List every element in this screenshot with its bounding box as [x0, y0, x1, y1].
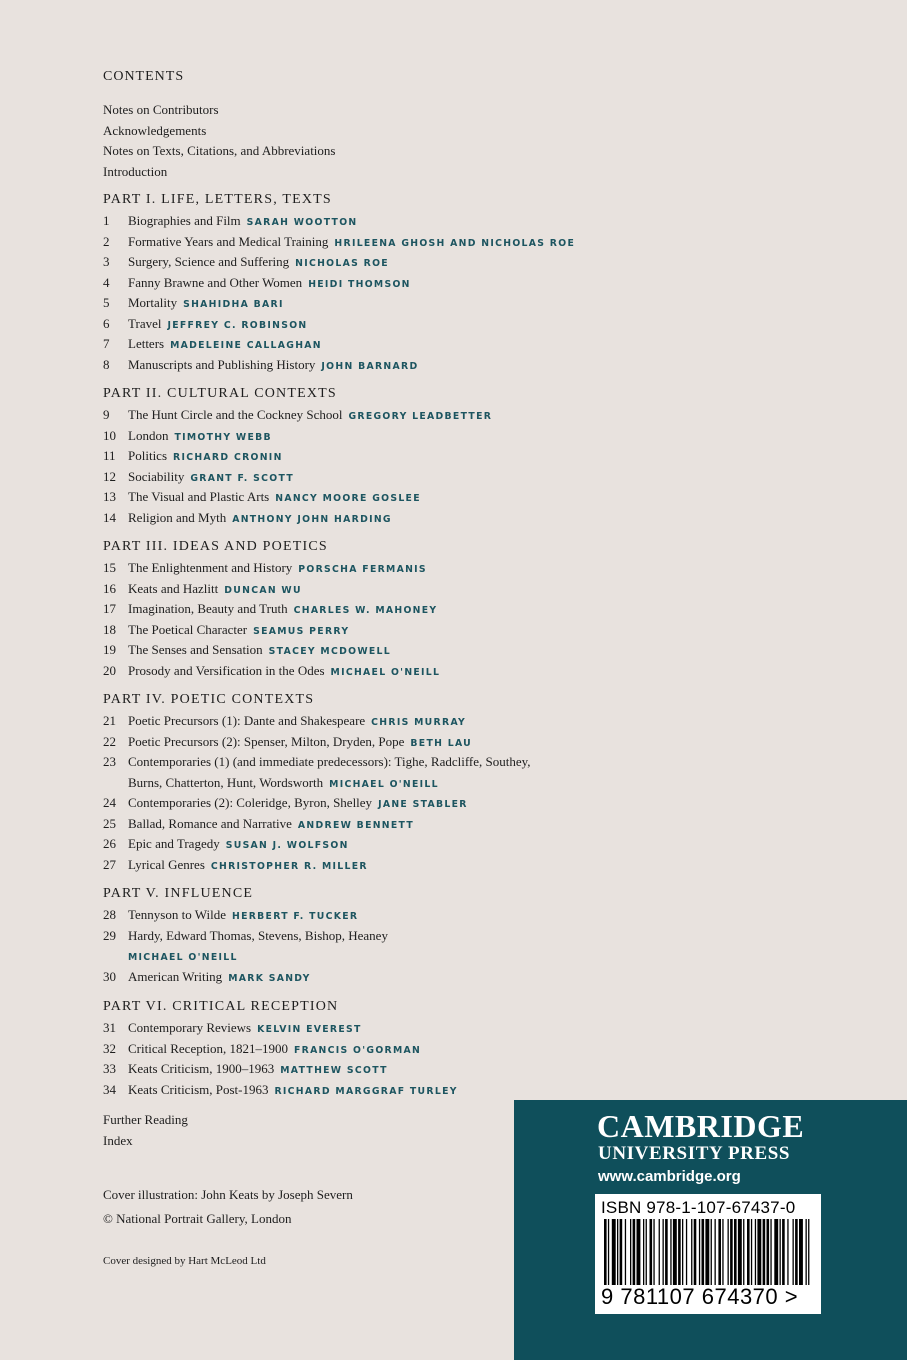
chapter-entry [103, 581, 302, 597]
chapter-author: MICHAEL O'NEILL [329, 778, 439, 790]
chapter-number: 11 [103, 448, 116, 463]
barcode-box [595, 1194, 821, 1314]
chapter-author: DUNCAN WU [224, 584, 302, 596]
copyright-line: © National Portrait Gallery, London [103, 1211, 292, 1226]
chapter-number: 24 [103, 795, 116, 810]
chapter-number: 10 [103, 427, 116, 443]
chapter-number: 14 [103, 509, 116, 525]
contents-heading: CONTENTS [103, 69, 185, 84]
part-heading: PART VI. CRITICAL RECEPTION [103, 999, 339, 1014]
chapter-author: HRILEENA GHOSH AND NICHOLAS ROE [334, 237, 576, 249]
chapter-title: Poetic Precursors (1): Dante and Shakespeare [128, 713, 366, 728]
chapter-title: Mortality [128, 295, 178, 310]
chapter-author: MICHAEL O'NEILL [330, 666, 441, 678]
chapter-author: HEIDI THOMSON [308, 278, 411, 290]
chapter-entry [103, 336, 322, 352]
chapter-number: 20 [103, 662, 116, 678]
chapter-title: Tennyson to Wilde [128, 907, 226, 922]
chapter-entry [103, 469, 294, 485]
chapter-title: Travel [128, 315, 162, 331]
chapter-number: 23 [103, 754, 116, 769]
chapter-entry [103, 795, 468, 811]
chapter-author: SHAHIDHA BARI [183, 299, 284, 310]
chapter-title: Letters [128, 336, 165, 351]
front-matter-item: Introduction [103, 163, 168, 179]
chapter-number: 28 [103, 907, 116, 922]
chapter-entry [103, 428, 272, 444]
cover-designer-credit: Cover designed by Hart McLeod Ltd [103, 1255, 266, 1267]
chapter-number: 9 [103, 407, 110, 422]
chapter-number: 22 [103, 733, 116, 749]
chapter-entry [103, 213, 357, 229]
part-heading: PART V. INFLUENCE [103, 886, 254, 901]
chapter-number: 21 [103, 713, 116, 728]
chapter-title: Contemporary Reviews [128, 1020, 252, 1035]
chapter-number: 30 [103, 968, 116, 984]
chapter-author: HERBERT F. TUCKER [231, 911, 359, 922]
chapter-title: Keats Criticism, Post-1963 [128, 1081, 269, 1097]
chapter-title: Prosody and Versification in the Odes [128, 662, 325, 678]
chapter-title: Manuscripts and Publishing History [128, 356, 316, 372]
chapter-title: Lyrical Genres [128, 856, 205, 872]
chapter-entry [103, 713, 466, 729]
chapter-title: The Hunt Circle and the Cockney School [128, 407, 343, 422]
chapter-title: Poetic Precursors (2): Spenser, Milton, Dryden, Pope [128, 733, 405, 749]
chapter-author: CHRISTOPHER R. MILLER [210, 860, 368, 872]
chapter-title: Keats Criticism, 1900–1963 [128, 1061, 275, 1076]
chapter-title: Ballad, Romance and Narrative [128, 815, 292, 831]
chapter-author: ANDREW BENNETT [297, 819, 415, 831]
chapter-number: 4 [103, 274, 110, 290]
chapter-number: 16 [103, 580, 116, 596]
chapter-number: 34 [103, 1081, 116, 1097]
chapter-number: 13 [103, 489, 116, 504]
chapter-title: London [128, 427, 169, 443]
front-matter-item: Acknowledgements [103, 122, 207, 138]
chapter-entry [103, 275, 411, 291]
chapter-author: ANTHONY JOHN HARDING [232, 513, 392, 525]
chapter-author: MADELEINE CALLAGHAN [170, 340, 322, 351]
chapter-title: Hardy, Edward Thomas, Stevens, Bishop, Heaney [128, 927, 388, 943]
chapter-author: NICHOLAS ROE [295, 258, 389, 269]
chapter-entry [103, 560, 427, 576]
chapter-number: 7 [103, 336, 110, 351]
chapter-title: Contemporaries (2): Coleridge, Byron, Shelley [128, 795, 373, 810]
chapter-number: 1 [103, 213, 110, 228]
chapter-entry [103, 1082, 458, 1098]
chapter-title: Fanny Brawne and Other Women [128, 274, 303, 290]
chapter-number: 19 [103, 642, 116, 657]
barcode-icon [600, 1219, 816, 1285]
chapter-entry [103, 1061, 388, 1077]
chapter-author: MARK SANDY [228, 972, 311, 984]
chapter-author: GRANT F. SCOTT [190, 472, 294, 484]
chapter-entry [103, 254, 389, 270]
chapter-author: BETH LAU [410, 737, 472, 749]
chapter-number: 18 [103, 621, 116, 637]
isbn-label: ISBN 978-1-107-67437-0 [601, 1198, 796, 1217]
front-matter-item: Notes on Contributors [103, 102, 219, 117]
back-matter-list [103, 1110, 188, 1151]
part-heading: PART II. CULTURAL CONTEXTS [103, 386, 337, 401]
front-matter-list [103, 100, 335, 182]
chapter-entry [103, 969, 311, 985]
chapter-entry [103, 510, 392, 526]
chapter-number: 32 [103, 1040, 116, 1056]
publisher-name: CAMBRIDGE [597, 1108, 805, 1144]
chapter-author: RICHARD MARGGRAF TURLEY [274, 1085, 458, 1097]
chapter-entry [103, 1020, 362, 1036]
chapter-entry [103, 316, 308, 332]
chapter-author: MICHAEL O'NEILL [128, 952, 238, 963]
chapter-entry [103, 448, 283, 464]
chapter-author: FRANCIS O'GORMAN [293, 1044, 422, 1056]
chapter-title: The Poetical Character [128, 621, 248, 637]
part-heading: PART III. IDEAS AND POETICS [103, 539, 328, 554]
chapter-title: The Enlightenment and History [128, 560, 293, 575]
publisher-url: www.cambridge.org [598, 1168, 741, 1185]
front-matter-item: Notes on Texts, Citations, and Abbreviations [103, 143, 336, 158]
chapter-number: 29 [103, 927, 116, 943]
chapter-entry [103, 642, 391, 658]
chapter-title: Sociability [128, 468, 185, 484]
chapter-entry [103, 295, 284, 311]
chapter-author: MATTHEW SCOTT [280, 1065, 388, 1076]
chapter-author: SARAH WOOTTON [246, 217, 358, 228]
chapter-title: Critical Reception, 1821–1900 [128, 1040, 288, 1056]
chapter-number: 12 [103, 468, 116, 484]
chapter-number: 17 [103, 601, 116, 616]
chapter-entry-continued [128, 775, 439, 791]
part-heading: PART IV. POETIC CONTEXTS [103, 692, 315, 707]
chapter-author: NANCY MOORE GOSLEE [275, 493, 421, 504]
chapter-author: JANE STABLER [378, 799, 468, 810]
chapter-author: GREGORY LEADBETTER [348, 411, 493, 422]
chapter-title: Imagination, Beauty and Truth [128, 601, 288, 616]
chapter-entry [103, 663, 440, 679]
publisher-panel [514, 1100, 907, 1360]
chapter-author: TIMOTHY WEBB [174, 431, 272, 443]
chapter-entry [103, 816, 414, 832]
chapter-entry [103, 622, 349, 638]
chapter-title: Politics [128, 448, 168, 463]
chapter-title: Surgery, Science and Suffering [128, 254, 290, 269]
chapter-entry-continued [122, 948, 238, 964]
chapter-entry [103, 754, 531, 770]
chapter-number: 3 [103, 254, 110, 269]
chapter-title: Biographies and Film [128, 213, 241, 228]
chapter-title: Formative Years and Medical Training [128, 233, 329, 249]
back-matter-item: Index [103, 1132, 133, 1148]
chapter-number: 31 [103, 1020, 116, 1035]
chapter-number: 33 [103, 1061, 116, 1076]
chapter-entry [103, 928, 388, 944]
chapter-title: Keats and Hazlitt [128, 580, 219, 596]
chapter-number: 5 [103, 295, 110, 310]
chapter-author: KELVIN EVEREST [257, 1024, 362, 1035]
barcode-digits: 9 781107 674370 > [601, 1284, 799, 1309]
chapter-title-continued: Burns, Chatterton, Hunt, Wordsworth [128, 774, 324, 790]
chapter-entry [103, 907, 358, 923]
chapter-number: 26 [103, 836, 116, 851]
chapter-number: 15 [103, 560, 116, 575]
chapter-author: SEAMUS PERRY [253, 625, 350, 637]
chapter-title: Epic and Tragedy [128, 836, 220, 851]
chapter-number: 2 [103, 233, 110, 249]
chapter-entry [103, 357, 418, 373]
chapter-number: 27 [103, 856, 116, 872]
chapter-entry [103, 1041, 421, 1057]
chapter-title: Contemporaries (1) (and immediate predecessors): Tighe, Radcliffe, Southey, [128, 754, 531, 769]
chapter-author: STACEY MCDOWELL [268, 646, 391, 657]
chapter-entry [103, 234, 575, 250]
chapter-author: CHARLES W. MAHONEY [293, 605, 438, 616]
chapter-number: 25 [103, 815, 116, 831]
chapter-title: American Writing [128, 968, 223, 984]
chapter-entry [103, 836, 349, 852]
chapter-number: 6 [103, 315, 110, 331]
chapter-entry [103, 734, 472, 750]
chapter-number: 8 [103, 356, 110, 372]
publisher-press: UNIVERSITY PRESS [598, 1143, 791, 1164]
chapter-author: JEFFREY C. ROBINSON [167, 319, 308, 331]
chapter-title: The Senses and Sensation [128, 642, 263, 657]
chapter-title: Religion and Myth [128, 509, 227, 525]
back-matter-item: Further Reading [103, 1112, 188, 1127]
chapter-title: The Visual and Plastic Arts [128, 489, 270, 504]
chapter-entry [103, 857, 368, 873]
chapter-author: JOHN BARNARD [321, 360, 419, 372]
chapter-entry [103, 489, 421, 505]
chapter-entry [103, 601, 437, 617]
chapter-author: RICHARD CRONIN [173, 452, 283, 463]
chapter-author: CHRIS MURRAY [371, 717, 467, 728]
chapter-author: SUSAN J. WOLFSON [225, 840, 349, 851]
cover-illustration-credit: Cover illustration: John Keats by Joseph Severn [103, 1187, 353, 1202]
cover-credit [103, 1183, 353, 1231]
chapter-entry [103, 407, 492, 423]
chapter-author: PORSCHA FERMANIS [298, 564, 427, 575]
part-heading: PART I. LIFE, LETTERS, TEXTS [103, 192, 332, 207]
